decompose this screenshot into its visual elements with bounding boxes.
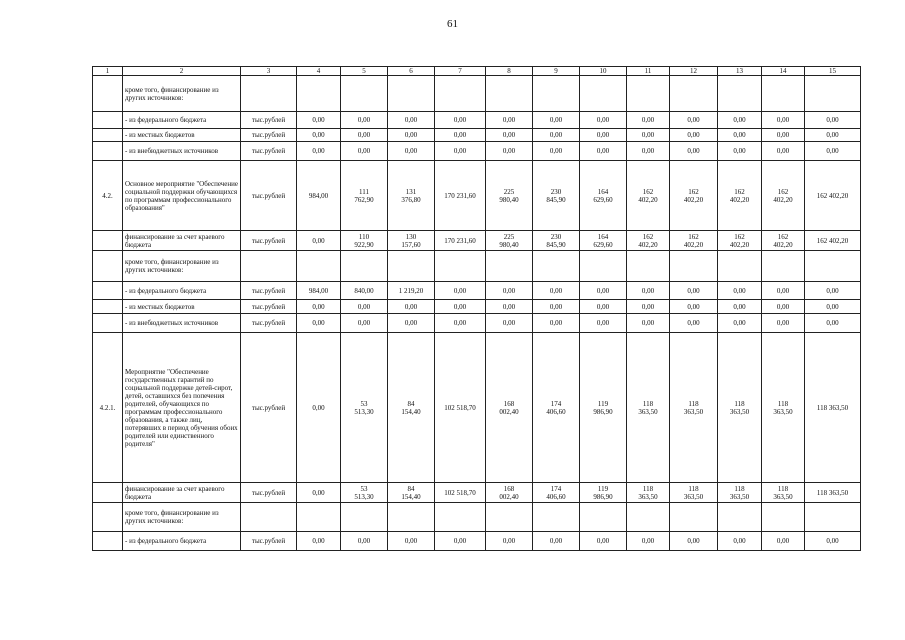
value-cell: 0,00	[341, 300, 388, 314]
value-cell: 111 762,90	[341, 161, 388, 231]
description-cell: - из федерального бюджета	[123, 112, 241, 129]
table-row	[93, 129, 861, 142]
value-cell	[297, 251, 341, 282]
value-cell	[533, 503, 580, 532]
item-number-cell	[93, 503, 123, 532]
table-row	[93, 532, 861, 551]
value-cell: 162 402,20	[762, 231, 805, 251]
value-cell: 0,00	[805, 300, 861, 314]
table-row	[93, 314, 861, 333]
value-cell	[627, 503, 670, 532]
value-cell: 0,00	[341, 314, 388, 333]
value-cell: 168 002,40	[486, 483, 533, 503]
value-cell: 0,00	[627, 129, 670, 142]
value-cell	[388, 503, 435, 532]
value-cell: 0,00	[762, 142, 805, 161]
description-cell: - из внебюджетных источников	[123, 314, 241, 333]
value-cell: 0,00	[718, 314, 762, 333]
value-cell: 225 980,40	[486, 231, 533, 251]
value-cell: 0,00	[762, 282, 805, 300]
value-cell: 0,00	[435, 129, 486, 142]
value-cell: 168 002,40	[486, 333, 533, 483]
value-cell	[762, 76, 805, 112]
column-number-cell: 12	[670, 67, 718, 76]
value-cell	[718, 76, 762, 112]
unit-cell: тыс.рублей	[241, 282, 297, 300]
value-cell: 0,00	[762, 532, 805, 551]
table-row	[93, 300, 861, 314]
description-cell: кроме того, финансирование из других источников:	[123, 76, 241, 112]
column-number-cell: 4	[297, 67, 341, 76]
value-cell	[297, 503, 341, 532]
unit-cell: тыс.рублей	[241, 112, 297, 129]
value-cell: 0,00	[297, 333, 341, 483]
value-cell: 0,00	[388, 129, 435, 142]
value-cell: 0,00	[580, 300, 627, 314]
description-cell: Основное мероприятие "Обеспечение социальной поддержки обучающихся по программам профессионального образования"	[123, 161, 241, 231]
value-cell: 0,00	[435, 112, 486, 129]
table-row	[93, 251, 861, 282]
column-number-cell: 3	[241, 67, 297, 76]
value-cell: 1 219,20	[388, 282, 435, 300]
value-cell: 0,00	[627, 314, 670, 333]
value-cell: 0,00	[580, 282, 627, 300]
item-number-cell	[93, 282, 123, 300]
value-cell: 0,00	[486, 282, 533, 300]
value-cell: 0,00	[297, 300, 341, 314]
value-cell: 118 363,50	[718, 333, 762, 483]
value-cell: 0,00	[388, 142, 435, 161]
column-number-cell: 5	[341, 67, 388, 76]
value-cell: 118 363,50	[627, 333, 670, 483]
value-cell: 0,00	[580, 532, 627, 551]
value-cell: 0,00	[718, 282, 762, 300]
value-cell	[486, 251, 533, 282]
description-cell: - из внебюджетных источников	[123, 142, 241, 161]
value-cell: 0,00	[297, 112, 341, 129]
value-cell: 0,00	[486, 532, 533, 551]
description-cell: кроме того, финансирование из других источников:	[123, 503, 241, 532]
value-cell: 0,00	[627, 532, 670, 551]
value-cell: 118 363,50	[670, 333, 718, 483]
value-cell: 0,00	[297, 532, 341, 551]
value-cell: 0,00	[670, 112, 718, 129]
value-cell	[718, 503, 762, 532]
value-cell: 0,00	[435, 300, 486, 314]
value-cell: 0,00	[533, 129, 580, 142]
table-row	[93, 333, 861, 483]
value-cell	[388, 76, 435, 112]
value-cell	[435, 503, 486, 532]
value-cell: 0,00	[533, 142, 580, 161]
value-cell	[805, 76, 861, 112]
value-cell: 0,00	[388, 112, 435, 129]
column-number-cell: 1	[93, 67, 123, 76]
unit-cell: тыс.рублей	[241, 231, 297, 251]
value-cell: 0,00	[718, 532, 762, 551]
item-number-cell	[93, 142, 123, 161]
value-cell: 162 402,20	[805, 161, 861, 231]
description-cell: - из местных бюджетов	[123, 129, 241, 142]
unit-cell	[241, 503, 297, 532]
value-cell: 0,00	[670, 532, 718, 551]
description-cell: - из федерального бюджета	[123, 532, 241, 551]
value-cell: 0,00	[670, 142, 718, 161]
unit-cell: тыс.рублей	[241, 161, 297, 231]
value-cell: 230 845,90	[533, 231, 580, 251]
value-cell: 0,00	[486, 142, 533, 161]
value-cell: 0,00	[627, 112, 670, 129]
description-cell: - из федерального бюджета	[123, 282, 241, 300]
unit-cell: тыс.рублей	[241, 129, 297, 142]
value-cell: 0,00	[627, 282, 670, 300]
item-number-cell	[93, 251, 123, 282]
column-number-cell: 10	[580, 67, 627, 76]
value-cell	[533, 251, 580, 282]
value-cell	[341, 503, 388, 532]
value-cell: 0,00	[486, 314, 533, 333]
unit-cell: тыс.рублей	[241, 532, 297, 551]
value-cell: 0,00	[580, 142, 627, 161]
value-cell: 0,00	[435, 532, 486, 551]
value-cell: 0,00	[533, 282, 580, 300]
value-cell: 0,00	[388, 314, 435, 333]
value-cell: 170 231,60	[435, 161, 486, 231]
value-cell: 162 402,20	[805, 231, 861, 251]
value-cell: 118 363,50	[762, 333, 805, 483]
value-cell: 162 402,20	[718, 161, 762, 231]
value-cell	[533, 76, 580, 112]
value-cell	[486, 503, 533, 532]
unit-cell: тыс.рублей	[241, 333, 297, 483]
value-cell: 164 629,60	[580, 161, 627, 231]
column-number-cell: 14	[762, 67, 805, 76]
description-cell: финансирование за счет краевого бюджета	[123, 483, 241, 503]
value-cell: 0,00	[805, 532, 861, 551]
value-cell: 118 363,50	[805, 333, 861, 483]
table-row	[93, 282, 861, 300]
value-cell: 0,00	[580, 129, 627, 142]
value-cell: 0,00	[718, 300, 762, 314]
column-number-cell: 8	[486, 67, 533, 76]
description-cell: - из местных бюджетов	[123, 300, 241, 314]
value-cell: 0,00	[297, 129, 341, 142]
column-number-cell: 11	[627, 67, 670, 76]
value-cell: 162 402,20	[627, 231, 670, 251]
value-cell: 0,00	[341, 142, 388, 161]
value-cell	[670, 76, 718, 112]
item-number-cell	[93, 532, 123, 551]
value-cell: 0,00	[805, 282, 861, 300]
value-cell: 0,00	[627, 142, 670, 161]
value-cell: 0,00	[388, 532, 435, 551]
item-number-cell	[93, 483, 123, 503]
value-cell: 162 402,20	[718, 231, 762, 251]
value-cell: 0,00	[627, 300, 670, 314]
value-cell: 174 406,60	[533, 333, 580, 483]
value-cell: 0,00	[670, 300, 718, 314]
unit-cell	[241, 76, 297, 112]
value-cell	[805, 251, 861, 282]
value-cell	[627, 76, 670, 112]
value-cell: 0,00	[341, 112, 388, 129]
column-number-cell: 6	[388, 67, 435, 76]
value-cell: 118 363,50	[627, 483, 670, 503]
item-number-cell	[93, 112, 123, 129]
value-cell: 164 629,60	[580, 231, 627, 251]
column-numbers-row	[93, 67, 861, 76]
unit-cell	[241, 251, 297, 282]
value-cell: 0,00	[580, 314, 627, 333]
value-cell: 53 513,30	[341, 333, 388, 483]
value-cell	[435, 76, 486, 112]
item-number-cell	[93, 314, 123, 333]
value-cell: 0,00	[762, 129, 805, 142]
value-cell: 162 402,20	[670, 161, 718, 231]
value-cell: 0,00	[341, 532, 388, 551]
value-cell	[627, 251, 670, 282]
item-number-cell	[93, 76, 123, 112]
value-cell	[805, 503, 861, 532]
value-cell: 162 402,20	[762, 161, 805, 231]
value-cell: 0,00	[580, 112, 627, 129]
description-cell: Мероприятие "Обеспечение государственных гарантий по социальной поддержке детей-сирот, детей, оставшихся без попечения родителей, обучающихся по программам профессионального образования, а также лиц, потерявших в период обучения обоих родителей или единственного родителя"	[123, 333, 241, 483]
value-cell: 118 363,50	[670, 483, 718, 503]
table-row	[93, 503, 861, 532]
unit-cell: тыс.рублей	[241, 314, 297, 333]
item-number-cell	[93, 231, 123, 251]
value-cell: 0,00	[486, 112, 533, 129]
table-row	[93, 142, 861, 161]
item-number-cell	[93, 300, 123, 314]
value-cell: 174 406,60	[533, 483, 580, 503]
value-cell: 0,00	[805, 112, 861, 129]
value-cell: 225 980,40	[486, 161, 533, 231]
column-number-cell: 7	[435, 67, 486, 76]
value-cell: 840,00	[341, 282, 388, 300]
value-cell: 53 513,30	[341, 483, 388, 503]
value-cell: 0,00	[486, 300, 533, 314]
value-cell	[762, 251, 805, 282]
value-cell: 0,00	[486, 129, 533, 142]
unit-cell: тыс.рублей	[241, 142, 297, 161]
value-cell: 118 363,50	[718, 483, 762, 503]
value-cell: 0,00	[533, 532, 580, 551]
value-cell	[670, 251, 718, 282]
item-number-cell	[93, 129, 123, 142]
value-cell	[580, 251, 627, 282]
value-cell: 0,00	[341, 129, 388, 142]
value-cell: 0,00	[533, 112, 580, 129]
value-cell: 118 363,50	[805, 483, 861, 503]
value-cell	[341, 251, 388, 282]
value-cell: 0,00	[805, 314, 861, 333]
value-cell	[580, 76, 627, 112]
value-cell: 162 402,20	[627, 161, 670, 231]
item-number-cell: 4.2.1.	[93, 333, 123, 483]
table-body	[93, 67, 861, 551]
value-cell: 230 845,90	[533, 161, 580, 231]
value-cell: 0,00	[718, 129, 762, 142]
value-cell: 0,00	[805, 129, 861, 142]
column-number-cell: 15	[805, 67, 861, 76]
unit-cell: тыс.рублей	[241, 300, 297, 314]
description-cell: кроме того, финансирование из других источников:	[123, 251, 241, 282]
value-cell: 0,00	[435, 314, 486, 333]
value-cell: 0,00	[805, 142, 861, 161]
value-cell: 119 986,90	[580, 483, 627, 503]
value-cell: 0,00	[297, 231, 341, 251]
column-number-cell: 9	[533, 67, 580, 76]
item-number-cell: 4.2.	[93, 161, 123, 231]
value-cell: 0,00	[297, 314, 341, 333]
budget-table	[92, 66, 861, 551]
value-cell	[341, 76, 388, 112]
value-cell: 102 518,70	[435, 333, 486, 483]
value-cell: 110 922,90	[341, 231, 388, 251]
value-cell: 0,00	[388, 300, 435, 314]
value-cell: 0,00	[718, 112, 762, 129]
value-cell: 0,00	[762, 300, 805, 314]
value-cell	[435, 251, 486, 282]
value-cell: 0,00	[533, 314, 580, 333]
table-row	[93, 76, 861, 112]
value-cell	[762, 503, 805, 532]
value-cell: 162 402,20	[670, 231, 718, 251]
value-cell: 0,00	[435, 142, 486, 161]
value-cell: 0,00	[670, 314, 718, 333]
value-cell: 0,00	[297, 142, 341, 161]
value-cell	[718, 251, 762, 282]
table-row	[93, 112, 861, 129]
table-row	[93, 231, 861, 251]
value-cell: 0,00	[297, 483, 341, 503]
value-cell	[388, 251, 435, 282]
value-cell: 119 986,90	[580, 333, 627, 483]
value-cell: 118 363,50	[762, 483, 805, 503]
table-row	[93, 161, 861, 231]
value-cell: 0,00	[533, 300, 580, 314]
value-cell	[486, 76, 533, 112]
value-cell: 84 154,40	[388, 333, 435, 483]
value-cell: 170 231,60	[435, 231, 486, 251]
value-cell: 84 154,40	[388, 483, 435, 503]
value-cell	[580, 503, 627, 532]
description-cell: финансирование за счет краевого бюджета	[123, 231, 241, 251]
value-cell: 0,00	[718, 142, 762, 161]
value-cell: 0,00	[435, 282, 486, 300]
value-cell: 0,00	[762, 112, 805, 129]
value-cell: 0,00	[670, 282, 718, 300]
value-cell: 102 518,70	[435, 483, 486, 503]
value-cell: 130 157,60	[388, 231, 435, 251]
column-number-cell: 13	[718, 67, 762, 76]
column-number-cell: 2	[123, 67, 241, 76]
value-cell: 984,00	[297, 282, 341, 300]
unit-cell: тыс.рублей	[241, 483, 297, 503]
value-cell: 0,00	[762, 314, 805, 333]
table-row	[93, 483, 861, 503]
value-cell: 984,00	[297, 161, 341, 231]
value-cell	[297, 76, 341, 112]
value-cell	[670, 503, 718, 532]
value-cell: 131 376,80	[388, 161, 435, 231]
value-cell: 0,00	[670, 129, 718, 142]
page-number: 61	[447, 18, 458, 30]
